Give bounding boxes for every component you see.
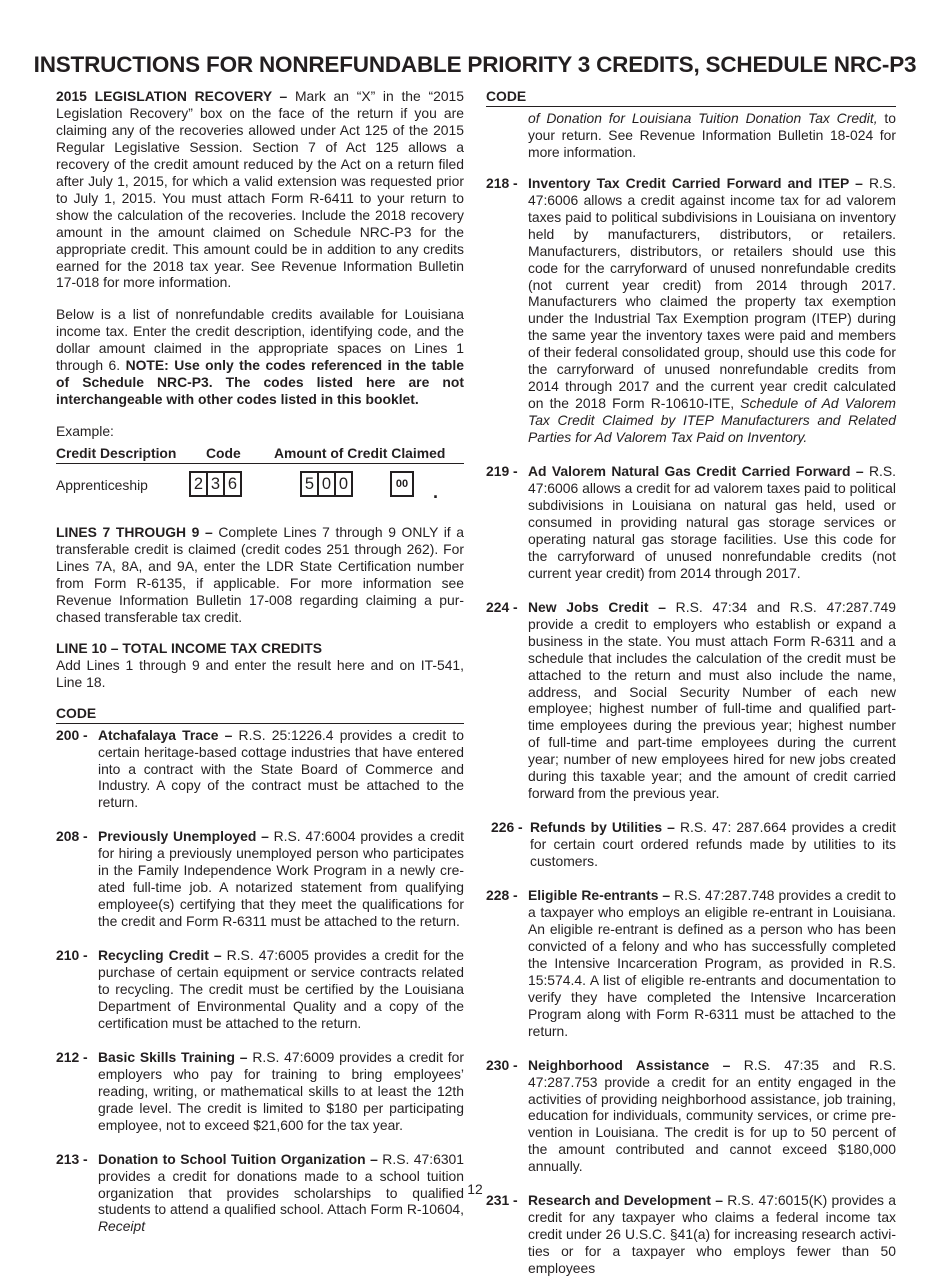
continuation-italic: of Donation for Louisiana Tuition Donation Tax Credit, — [528, 109, 878, 126]
code-text: R.S. 47:6006 allows a credit for ad valorem taxes paid to political subdivisions in Louisiana on natural gas held, used or consumed in providing natural gas storage services or operating natural gas storage facilities. Use this code for the carryforward of unused nonrefundable credits (not current year credit) from 2014 through 2017. — [528, 463, 896, 581]
code-number: 212 - — [56, 1048, 88, 1065]
example-table-header — [56, 445, 464, 464]
code-name: Research and Development – — [528, 1192, 723, 1209]
code-number: 210 - — [56, 947, 88, 964]
cents-digit-box: 00 — [395, 478, 409, 491]
code-number: 224 - — [486, 598, 518, 615]
code-heading-left: CODE — [56, 705, 464, 724]
code-text: R.S. 47:6015(K) provides a credit for any taxpayer who claims a federal income tax credit under 26 U.S.C. §41(a) for increasing research activities or for a taxpayer who employs fewer than 50 employees — [528, 1192, 896, 1277]
code-name: Refunds by Utilities – — [530, 819, 675, 836]
code-entry-210 — [56, 947, 464, 1032]
right-column — [486, 88, 896, 1277]
decimal-point: . — [433, 482, 439, 503]
code-name: Ad Valorem Natural Gas Credit Carried Forward – — [528, 463, 864, 480]
example-row-description: Apprenticeship — [56, 477, 148, 494]
code-entry-218 — [486, 175, 896, 446]
code-text: R.S. 47:6006 allows a credit against income tax for ad valorem taxes paid to political subdivisions in Louisiana on inventory held by manufacturers, distributors, or retailers. Manufacturers, distributors, or retailers should use this code for the carryforward of unused nonrefundable credits (not current year credit) from 2014 through 2017. Manufacturers who claimed the property tax exemption under the Industrial Tax Exemption program (ITEP) during the same year the inventory taxes were paid and members of their federal consolidated group, should use this code for the carryforward of unused nonrefundable credits from 2014 through 2017 and the current year credit calculated on the 2018 Form R-10610-ITE, — [528, 174, 896, 412]
code-text: R.S. 25:1226.4 provides a credit to certain heritage-based cottage industries that have entered into a contract with the State Board of Commerce and Industry. A copy of the contract must be attached to the return. — [98, 726, 464, 811]
code-entry-226 — [486, 819, 896, 870]
page-title: INSTRUCTIONS FOR NONREFUNDABLE PRIORITY 3 CREDITS, SCHEDULE NRC-P3 — [33, 52, 917, 77]
code-italic: Receipt — [98, 1218, 146, 1235]
code-entry-230 — [486, 1057, 896, 1176]
code-entry-219 — [486, 463, 896, 582]
code-number: 200 - — [56, 726, 88, 743]
example-col-description: Credit Description — [56, 445, 177, 462]
code-name: New Jobs Credit – — [528, 598, 666, 615]
code-name: Atchafalaya Trace – — [98, 726, 233, 743]
code-text: R.S. 47:35 and R.S. 47:287.753 provide a credit for an entity engaged in the activities of providing neighborhood assistance, job training, education for individuals, community services, or crime prevention in Louisiana. The credit is for up to 50 percent of the amount contributed and cannot exceed $180,000 annually. — [528, 1056, 897, 1175]
line-10-text: Add Lines 1 through 9 and enter the result here and on IT-541, Line 18. — [56, 656, 464, 690]
list-intro-paragraph — [56, 306, 464, 408]
code-name: Previously Unemployed – — [98, 828, 269, 845]
code-name: Basic Skills Training – — [98, 1048, 248, 1065]
left-column — [56, 88, 464, 1235]
amount-digit-box: 0 — [338, 475, 349, 494]
code-text: R.S. 47: 287.664 provides a credit for certain court ordered refunds made by utilities to its customers. — [530, 819, 897, 870]
continuation-text: to your return. See Revenue Information Bulletin 18-024 for more information. — [528, 109, 896, 160]
example-cents-box — [390, 471, 414, 497]
amount-digit-box: 0 — [319, 473, 336, 495]
line-10-heading: LINE 10 – TOTAL INCOME TAX CREDITS — [56, 639, 323, 656]
code-text: R.S. 47:6005 provides a credit for the purchase of certain equipment or service contracts related to recycling. The credit must be certified by the Louisiana Department of Environmental Quality and a copy of the certification must be attached to the return. — [98, 947, 464, 1031]
code-entry-212 — [56, 1049, 464, 1134]
code-digit-box: 3 — [208, 473, 225, 495]
code-number: 231 - — [486, 1192, 518, 1209]
code-number: 230 - — [486, 1056, 518, 1073]
code-name: Donation to School Tuition Organization – — [98, 1150, 378, 1167]
code-number: 208 - — [56, 828, 88, 845]
lines-7-9-lead: LINES 7 THROUGH 9 – — [56, 524, 213, 541]
page-number: 12 — [467, 1181, 483, 1197]
example-col-amount: Amount of Credit Claimed — [274, 445, 446, 462]
code-number: 226 - — [491, 819, 523, 836]
code-digit-box: 6 — [227, 475, 238, 494]
code-number: 219 - — [486, 463, 518, 480]
code-text: R.S. 47:6301 provides a credit for donations made to a school tuition organization that provides scholarships to qualified students to attend a qualified school. Attach Form R-10604, — [98, 1150, 464, 1218]
code-name: Recycling Credit – — [98, 947, 222, 964]
code-entry-200 — [56, 727, 464, 812]
code-text: R.S. 47:6009 provides a credit for employers who pay for training to bring employees’ reading, writing, or mathematical skills to at least the 12th grade level. The credit is limited to $180 per participating employee, not to exceed $21,600 for the tax year. — [98, 1048, 464, 1133]
list-intro-note: NOTE: Use only the codes referenced in the table of Schedule NRC-P3. The codes listed here are not interchangeable with other codes listed in this booklet. — [56, 357, 464, 408]
code-entry-231 — [486, 1192, 896, 1277]
example-code-boxes — [189, 471, 242, 497]
code-name: Neighborhood Assistance – — [528, 1056, 731, 1073]
code-name: Inventory Tax Credit Carried Forward and ITEP – — [528, 174, 863, 191]
code-heading-right: CODE — [486, 88, 896, 107]
example-table-row — [56, 464, 464, 510]
code-entry-208 — [56, 828, 464, 930]
code-entry-228 — [486, 887, 896, 1040]
example-label: Example: — [56, 423, 114, 440]
code-213-continuation — [486, 110, 896, 161]
code-name: Eligible Re-entrants – — [528, 887, 671, 904]
code-text: R.S. 47:287.748 provides a credit to a taxpayer who employs an eligible re-entrant in Louisiana. An eligible re-entrant is defined as a person who has been convicted of a felony and who has successfully completed the Intensive Incarceration Program, as provided in R.S. 15:574.4. A list of eligible re-entrants and documentation to verify they have completed the Intensive Incarceration Program along with Form R-6311 must be attached to the return. — [528, 887, 896, 1039]
legislation-recovery-paragraph — [56, 88, 464, 291]
code-number: 228 - — [486, 887, 518, 904]
code-entry-224 — [486, 599, 896, 802]
example-col-code: Code — [206, 445, 241, 462]
lines-7-9-paragraph — [56, 524, 464, 626]
code-number: 213 - — [56, 1150, 88, 1167]
amount-digit-box: 5 — [302, 473, 319, 495]
code-number: 218 - — [486, 174, 518, 191]
code-text: R.S. 47:34 and R.S. 47:287.749 provide a credit to employers who establish or expand a business in the state. You must attach Form R-6311 and a schedule that includes the calculation of the credit must be attached to the return and must also include the name, address, and Social Security Number of each new employee; highest number of full-time and qualified part-time employees during the previous year; highest number of full-time and part-time employees during the current year; number of new employees hired for new jobs created during this taxable year; and the amount of credit carried forward from the previous year. — [528, 598, 896, 802]
legislation-recovery-lead: 2015 LEGISLATION RECOVERY – — [56, 88, 288, 104]
code-italic: Schedule of Ad Valorem Tax Credit Claimed by ITEP Manufacturers and Related Parties for Ad Valorem Tax Paid on Inventory. — [528, 395, 896, 446]
legislation-recovery-text: Mark an “X” in the “2015 Legislation Recovery” box on the face of the return if you are claiming any of the recoveries allowed under Act 125 of the 2015 Regular Legislative Session. Section 7 of Act 125 allows a recovery of the credit amount reduced by the Act on a return filed after July 1, 2015, for which a valid extension was requested prior to July 1, 2015. You must attach Form R-6411 to your return to show the calculation of the recoveries. Include the 2018 recovery amount in the amount claimed on Schedule NRC-P3 for the appropriate credit. This amount could be in addition to any credits earned for the 2018 tax year. See Revenue Information Bulletin 17-018 for more information. — [56, 88, 464, 291]
lines-7-9-text: Complete Lines 7 through 9 ONLY if a transferable credit is claimed (credit codes 251 through 262). For Lines 7A, 8A, and 9A, enter the LDR State Certification number from Form R-6135, if applicable. For more information see Revenue Information Bulletin 17-008 regarding claiming a purchased transferable tax credit. — [56, 524, 464, 625]
list-intro-text: Below is a list of nonrefundable credits available for Louisiana income tax. Enter the credit description, identifying code, and the dollar amount claimed in the appropriate spaces on Lines 1 through 6. — [56, 306, 464, 374]
example-amount-boxes — [300, 471, 353, 497]
code-text: R.S. 47:6004 provides a credit for hiring a previously unemployed person who participates in the Family Independence Work Program in a newly created full-time job. A notarized statement from qualifying employee(s) certifying that they meet the qualifications for the credit and Form R-6311 must be attached to the return. — [98, 828, 465, 930]
code-digit-box: 2 — [191, 473, 208, 495]
